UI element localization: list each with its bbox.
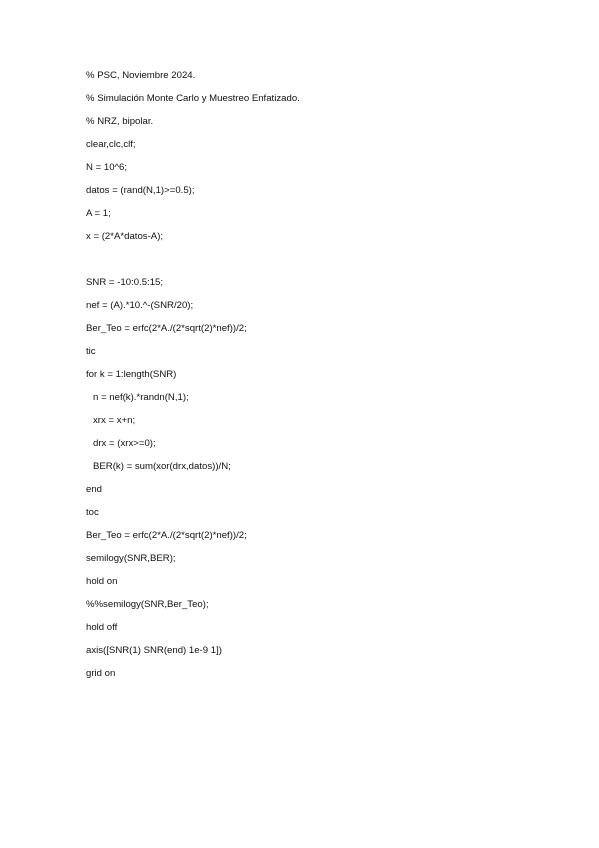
code-line-semilogy: semilogy(SNR,BER); (86, 553, 176, 564)
code-line-grid-on: grid on (86, 668, 116, 679)
code-line-end: end (86, 484, 103, 495)
code-line-datos: datos = (rand(N,1)>=0.5); (86, 185, 195, 196)
code-line-ber-teo-repeat: Ber_Teo = erfc(2*A./(2*sqrt(2)*nef))/2; (86, 530, 247, 541)
comment-line-title: % Simulación Monte Carlo y Muestreo Enfatizado. (86, 93, 300, 104)
code-line-hold-off: hold off (86, 622, 118, 633)
comment-line-modulation: % NRZ, bipolar. (86, 116, 154, 127)
code-line-snr: SNR = -10:0.5:15; (86, 277, 164, 288)
comment-line-author: % PSC, Noviembre 2024. (86, 70, 196, 81)
code-line-hold-on: hold on (86, 576, 118, 587)
code-line-n: N = 10^6; (86, 162, 128, 173)
code-line-axis: axis([SNR(1) SNR(end) 1e-9 1]) (86, 645, 222, 656)
code-line-drx: drx = (xrx>=0); (93, 438, 156, 449)
code-line-ber-teo: Ber_Teo = erfc(2*A./(2*sqrt(2)*nef))/2; (86, 323, 247, 334)
code-line-x: x = (2*A*datos-A); (86, 231, 164, 242)
code-line-ber: BER(k) = sum(xor(drx,datos))/N; (93, 461, 231, 472)
blank-line (86, 254, 566, 266)
code-line-nef: nef = (A).*10.^-(SNR/20); (86, 300, 194, 311)
comment-line-semilogy: %%semilogy(SNR,Ber_Teo); (86, 599, 209, 610)
code-line-noise: n = nef(k).*randn(N,1); (93, 392, 189, 403)
code-line-tic: tic (86, 346, 96, 357)
code-line-xrx: xrx = x+n; (93, 415, 136, 426)
code-line-for: for k = 1:length(SNR) (86, 369, 177, 380)
code-line-toc: toc (86, 507, 99, 518)
matlab-code-block (86, 70, 566, 691)
code-line-clear: clear,clc,clf; (86, 139, 136, 150)
code-line-a: A = 1; (86, 208, 111, 219)
